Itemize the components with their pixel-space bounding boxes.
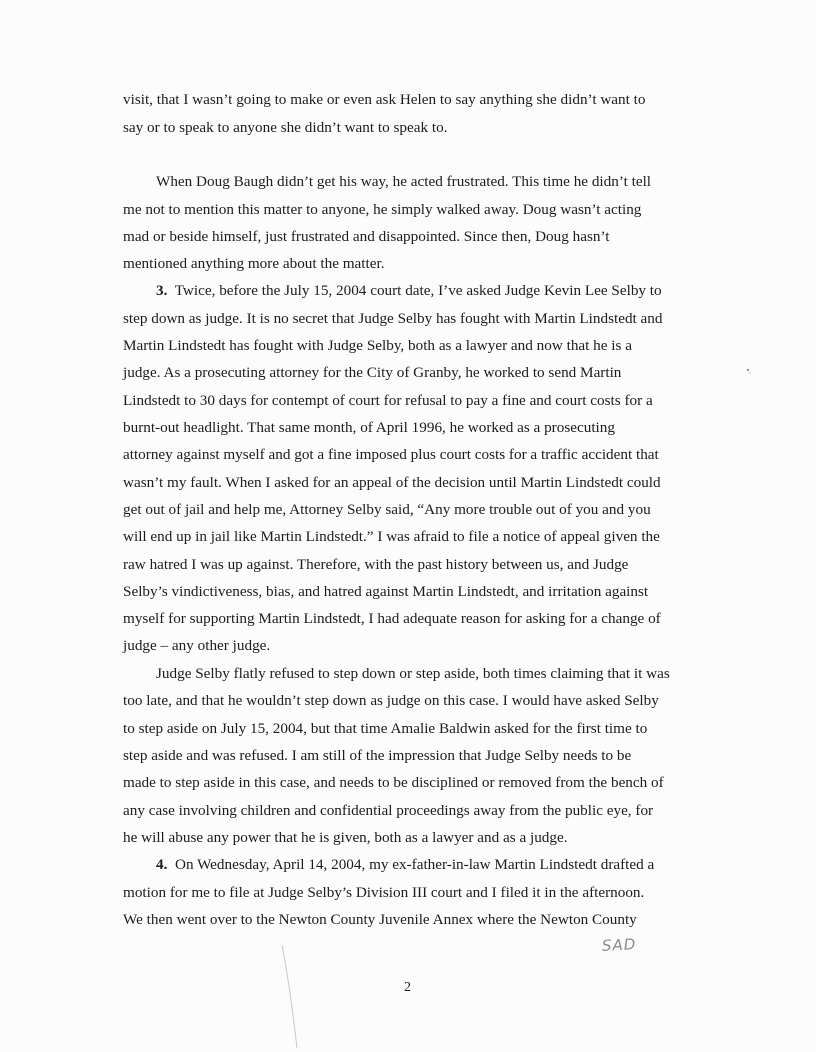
text-line: raw hatred I was up against. Therefore, with the past history between us, and Judge [123,556,629,573]
text-line: will end up in jail like Martin Lindstedt.” I was afraid to file a notice of appeal given the [123,528,660,545]
text-line: judge. As a prosecuting attorney for the City of Granby, he worked to send Martin [123,364,622,381]
text-line: step down as judge. It is no secret that Judge Selby has fought with Martin Lindstedt and [123,310,663,327]
paragraph-number: 4. [156,856,168,873]
handwritten-initials: SAD [601,935,637,955]
text-line: When Doug Baugh didn’t get his way, he acted frustrated. This time he didn’t tell [156,173,652,190]
text-line: Lindstedt to 30 days for contempt of court for refusal to pay a fine and court costs for a [123,392,653,409]
text-span: On Wednesday, April 14, 2004, my ex-father-in-law Martin Lindstedt drafted a [174,856,655,873]
text-line: Martin Lindstedt has fought with Judge Selby, both as a lawyer and now that he is a [123,337,632,354]
text-line: We then went over to the Newton County Juvenile Annex where the Newton County [123,911,637,928]
paragraph-number: 3. [156,282,168,299]
text-line: Judge Selby flatly refused to step down or step aside, both times claiming that it was [156,665,670,682]
text-line: to step aside on July 15, 2004, but that time Amalie Baldwin asked for the first time to [123,720,648,737]
text-line: Selby’s vindictiveness, bias, and hatred against Martin Lindstedt, and irritation against [123,583,649,600]
text-line: he will abuse any power that he is given, both as a lawyer and as a judge. [123,829,568,846]
text-line: attorney against myself and got a fine imposed plus court costs for a traffic accident that [123,446,659,463]
text-line: get out of jail and help me, Attorney Selby said, “Any more trouble out of you and you [123,501,651,518]
text-line: mad or beside himself, just frustrated and disappointed. Since then, Doug hasn’t [123,228,610,245]
text-line: say or to speak to anyone she didn’t want to speak to. [123,119,448,136]
text-line: any case involving children and confidential proceedings away from the public eye, for [123,802,654,819]
page-number: 2 [404,980,411,995]
text-line: step aside and was refused. I am still of the impression that Judge Selby needs to be [123,747,632,764]
text-line: visit, that I wasn’t going to make or even ask Helen to say anything she didn’t want to [123,91,646,108]
text-line: made to step aside in this case, and needs to be disciplined or removed from the bench of [123,774,664,791]
text-line: too late, and that he wouldn’t step down as judge on this case. I would have asked Selby [123,692,659,709]
text-line: mentioned anything more about the matter. [123,255,385,272]
text-line: myself for supporting Martin Lindstedt, I had adequate reason for asking for a change of [123,610,661,627]
text-line: wasn’t my fault. When I asked for an appeal of the decision until Martin Lindstedt could [123,474,661,491]
text-line: me not to mention this matter to anyone, he simply walked away. Doug wasn’t acting [123,201,642,218]
text-line: motion for me to file at Judge Selby’s Division III court and I filed it in the afternoon. [123,884,645,901]
text-span: Twice, before the July 15, 2004 court date, I’ve asked Judge Kevin Lee Selby to [174,282,662,299]
text-line: burnt-out headlight. That same month, of April 1996, he worked as a prosecuting [123,419,615,436]
text-line: judge – any other judge. [123,637,271,654]
